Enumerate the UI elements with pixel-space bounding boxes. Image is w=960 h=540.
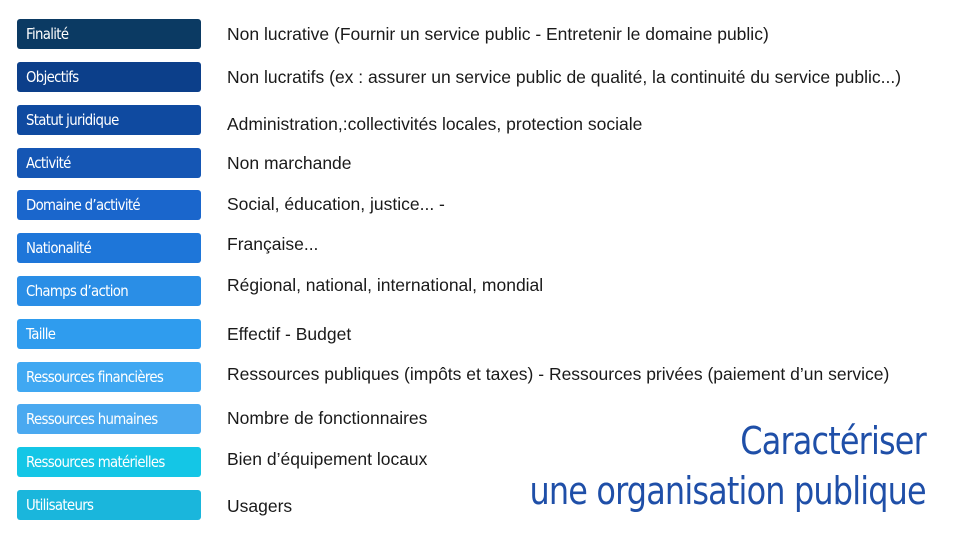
label-ressources-materielles xyxy=(17,447,201,477)
row-domaine-activite xyxy=(0,190,960,220)
label-ressources-financieres xyxy=(17,362,201,392)
value-finalite: Non lucrative (Fournir un service public - Entretenir le domaine public) xyxy=(227,24,769,44)
title-line-2: une organisation publique xyxy=(529,469,926,513)
value-champs-action: Régional, national, international, mondial xyxy=(227,275,544,295)
row-nationalite xyxy=(0,233,960,263)
label-statut-juridique xyxy=(17,105,201,135)
label-champs-action xyxy=(17,276,201,306)
value-domaine-activite: Social, éducation, justice... - xyxy=(227,194,445,214)
label-utilisateurs xyxy=(17,490,201,520)
value-ressources-materielles: Bien d’équipement locaux xyxy=(227,449,428,469)
label-domaine-activite xyxy=(17,190,201,220)
label-text: Taille xyxy=(26,325,56,343)
slide-title xyxy=(454,416,926,516)
label-text: Nationalité xyxy=(26,239,92,257)
value-utilisateurs: Usagers xyxy=(227,496,293,516)
value-activite: Non marchande xyxy=(227,153,352,173)
row-taille xyxy=(0,319,960,349)
value-statut-juridique: Administration,:collectivités locales, protection sociale xyxy=(227,114,643,134)
label-text: Statut juridique xyxy=(26,111,119,129)
row-champs-action xyxy=(0,276,960,306)
row-finalite xyxy=(0,19,960,49)
row-activite xyxy=(0,148,960,178)
label-text: Ressources financières xyxy=(26,368,164,386)
label-finalite xyxy=(17,19,201,49)
label-text: Domaine d’activité xyxy=(26,196,140,214)
label-text: Ressources matérielles xyxy=(26,453,165,471)
label-text: Ressources humaines xyxy=(26,410,158,428)
row-statut-juridique xyxy=(0,105,960,135)
value-ressources-financieres: Ressources publiques (impôts et taxes) - Ressources privées (paiement d’un service) xyxy=(227,364,890,384)
label-text: Objectifs xyxy=(26,68,79,86)
title-line-1: Caractériser xyxy=(740,419,926,463)
label-text: Finalité xyxy=(26,25,69,43)
row-objectifs xyxy=(0,62,960,92)
value-taille: Effectif - Budget xyxy=(227,324,352,344)
value-ressources-humaines: Nombre de fonctionnaires xyxy=(227,408,428,428)
label-nationalite xyxy=(17,233,201,263)
label-taille xyxy=(17,319,201,349)
row-ressources-financieres xyxy=(0,362,960,392)
value-nationalite: Française... xyxy=(227,234,319,254)
label-text: Utilisateurs xyxy=(26,496,94,514)
label-ressources-humaines xyxy=(17,404,201,434)
label-objectifs xyxy=(17,62,201,92)
label-text: Champs d’action xyxy=(26,282,128,300)
value-objectifs: Non lucratifs (ex : assurer un service public de qualité, la continuité du service public...) xyxy=(227,67,902,87)
label-activite xyxy=(17,148,201,178)
label-text: Activité xyxy=(26,154,71,172)
